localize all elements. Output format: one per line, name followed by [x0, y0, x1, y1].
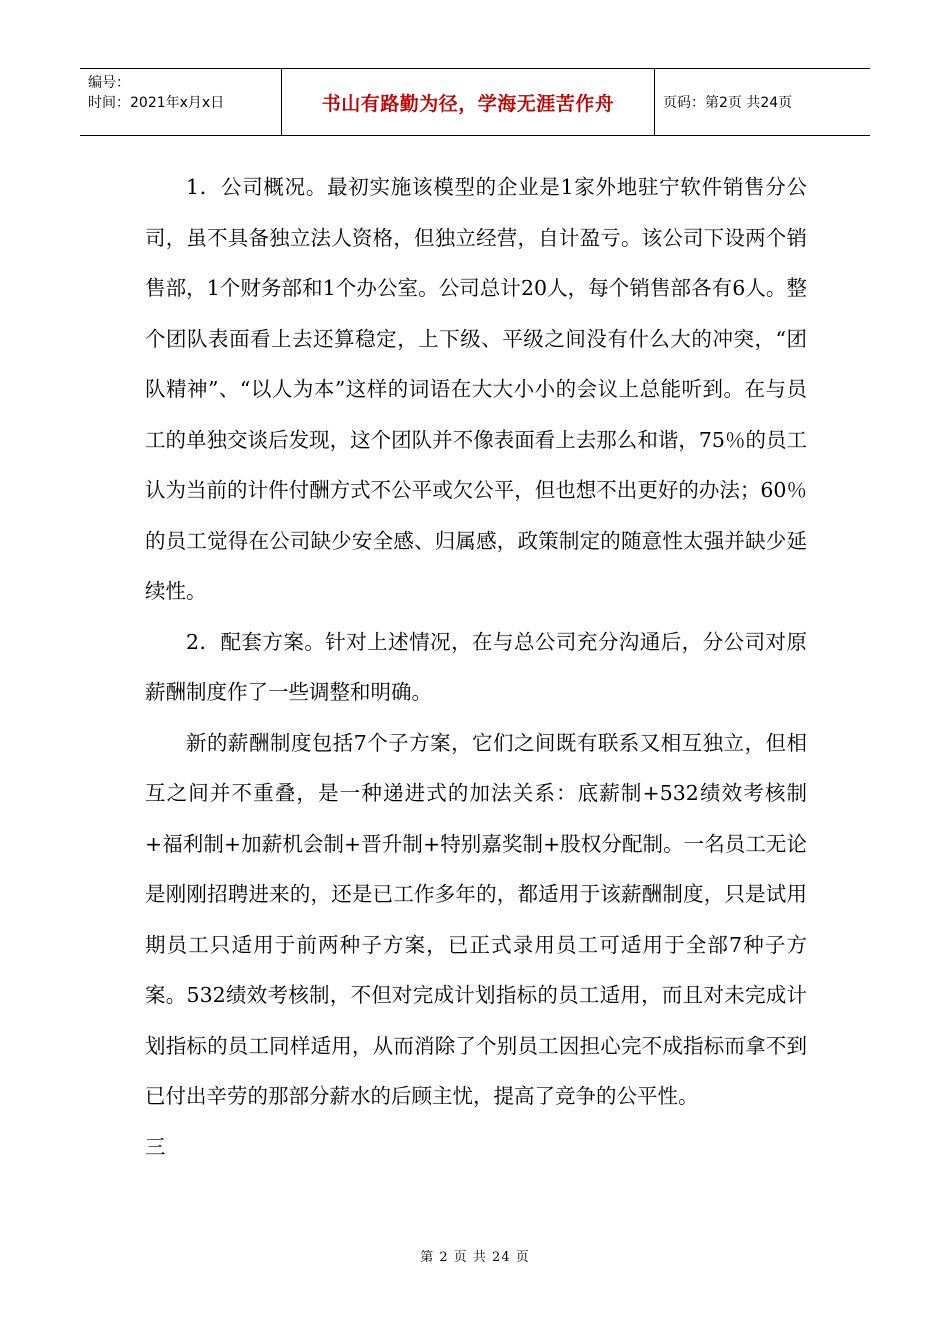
paragraph-new-salary-system: 新的薪酬制度包括7个子方案，它们之间既有联系又相互独立，但相互之间并不重叠，是一种递进式的加法关系：底薪制+532绩效考核制+福利制+加薪机会制+晋升制+特别嘉奖制+股权分配制。一名员工无论是刚刚招聘进来的，还是已工作多年的，都适用于该薪酬制度，只是试用期员工只适用于前两种子方案，已正式录用员工可适用于全部7种子方案。532绩效考核制，不但对完成计划指标的员工适用，而且对未完成计划指标的员工同样适用，从而消除了个别员工因担心完不成指标而拿不到已付出辛劳的那部分薪水的后顾主忧，提高了竞争的公平性。 — [145, 730, 807, 1108]
paragraph-company-overview: 1．公司概况。最初实施该模型的企业是1家外地驻宁软件销售分公司，虽不具备独立法人资格，但独立经营，自计盈亏。该公司下设两个销售部，1个财务部和1个办公室。公司总计20人，每个销售部各有6人。整个团队表面看上去还算稳定，上下级、平级之间没有什么大的冲突，“团队精神”、“以人为本”这样的词语在大大小小的会议上总能听到。在与员工的单独交谈后发现，这个团队并不像表面看上去那么和谐，75％的员工认为当前的计件付酬方式不公平或欠公平，但也想不出更好的办法；60％的员工觉得在公司缺少安全感、归属感，政策制定的随意性太强并缺少延续性。 — [145, 175, 807, 603]
header-motto: 书山有路勤为径，学海无涯苦作舟 — [282, 69, 655, 135]
document-number-label: 编号： — [88, 75, 130, 91]
page-header — [80, 68, 870, 136]
document-date-label: 时间：2021年x月x日 — [88, 95, 225, 111]
section-heading-three: 三 — [145, 1134, 166, 1159]
page-footer: 第 2 页 共 24 页 — [420, 1250, 530, 1265]
paragraph-supporting-plan: 2．配套方案。针对上述情况，在与总公司充分沟通后，分公司对原薪酬制度作了一些调整和明确。 — [145, 629, 807, 704]
header-meta — [80, 69, 282, 135]
header-page-number: 页码：第2页 共24页 — [663, 95, 793, 111]
document-body — [145, 162, 807, 1172]
